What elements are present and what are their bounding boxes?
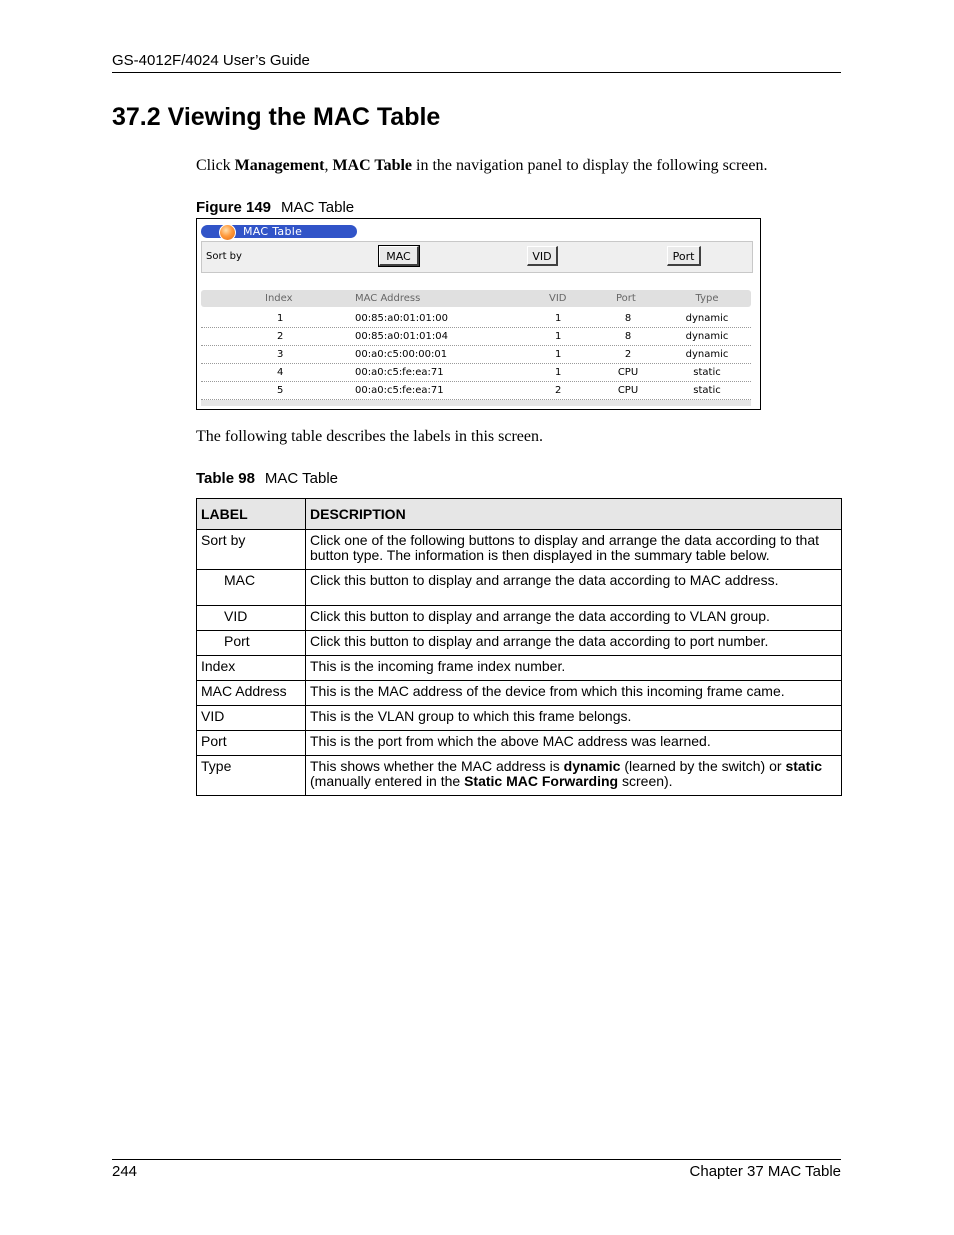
type-bold-static: static	[785, 758, 823, 774]
cell-vid: 1	[555, 313, 562, 324]
cell-vid: 2	[555, 385, 562, 396]
table-row	[197, 756, 842, 796]
row-label: Port	[197, 731, 306, 756]
cell-mac: 00:a0:c5:00:00:01	[355, 349, 448, 360]
cell-index: 5	[277, 385, 284, 396]
table-row	[201, 364, 751, 382]
column-port-header: Port	[616, 293, 636, 304]
table-row	[197, 631, 842, 656]
row-description	[306, 756, 842, 796]
table-row	[201, 382, 751, 400]
table-header-row	[197, 499, 842, 530]
row-label: MAC Address	[197, 681, 306, 706]
type-bold-dynamic: dynamic	[563, 758, 621, 774]
intro-bold-mac-table: MAC Table	[332, 157, 413, 174]
column-type-header: Type	[695, 293, 719, 304]
sort-by-label: Sort by	[206, 251, 242, 262]
cell-type: dynamic	[685, 331, 729, 342]
table-row	[197, 681, 842, 706]
row-label: VID	[197, 606, 306, 631]
figure-number: Figure 149	[196, 199, 272, 216]
table-row	[197, 606, 842, 631]
mac-table-footer-bar	[201, 400, 751, 406]
table-title: MAC Table	[264, 470, 339, 487]
table-row	[201, 346, 751, 364]
cell-mac: 00:a0:c5:fe:ea:71	[355, 385, 444, 396]
sort-mac-button[interactable]: MAC	[379, 246, 419, 266]
table-number: Table 98	[196, 470, 255, 487]
cell-vid: 1	[555, 331, 562, 342]
description-column-header: DESCRIPTION	[306, 499, 842, 530]
row-label: VID	[197, 706, 306, 731]
table-row	[197, 731, 842, 756]
table-row	[197, 706, 842, 731]
cell-type: dynamic	[685, 349, 729, 360]
cell-port: CPU	[617, 367, 639, 378]
cell-mac: 00:85:a0:01:01:04	[355, 331, 448, 342]
row-description: Click this button to display and arrange the data according to port number.	[306, 631, 842, 656]
intro-text-2: ,	[324, 157, 333, 174]
page-footer	[112, 1159, 841, 1180]
table-row	[197, 656, 842, 681]
row-description: Click this button to display and arrange the data according to MAC address.	[306, 570, 842, 606]
describes-paragraph: The following table describes the labels in this screen.	[196, 428, 544, 445]
row-description: This is the incoming frame index number.	[306, 656, 842, 681]
sort-vid-button[interactable]: VID	[527, 246, 558, 266]
cell-port: 2	[624, 349, 632, 360]
section-title: 37.2 Viewing the MAC Table	[112, 103, 441, 131]
cell-vid: 1	[555, 349, 562, 360]
type-bold-static-mac-forwarding: Static MAC Forwarding	[464, 773, 619, 789]
figure-caption	[196, 199, 354, 216]
intro-bold-management: Management	[234, 157, 325, 174]
type-text-2: (learned by the switch) or	[620, 758, 786, 774]
row-description: This is the MAC address of the device from which this incoming frame came.	[306, 681, 842, 706]
orange-ball-icon	[219, 224, 236, 241]
type-text-3: (manually entered in the	[310, 773, 465, 789]
cell-vid: 1	[555, 367, 562, 378]
figure-title: MAC Table	[281, 199, 355, 216]
table-row	[197, 530, 842, 570]
cell-type: static	[693, 385, 721, 396]
footer-chapter: Chapter 37 MAC Table	[689, 1163, 841, 1180]
screen-banner-title: MAC Table	[243, 225, 303, 238]
column-mac-header: MAC Address	[355, 293, 421, 304]
mac-table-header	[201, 290, 751, 307]
table-row	[197, 570, 842, 606]
cell-type: static	[693, 367, 721, 378]
intro-text-3: in the navigation panel to display the following screen.	[412, 157, 768, 174]
cell-type: dynamic	[685, 313, 729, 324]
page-number: 244	[112, 1163, 138, 1180]
mac-table-screenshot	[196, 218, 761, 410]
table-caption	[196, 470, 338, 487]
column-index-header: Index	[265, 293, 293, 304]
running-header	[112, 52, 841, 73]
row-label: MAC	[197, 570, 306, 606]
cell-index: 3	[277, 349, 284, 360]
row-label: Type	[197, 756, 306, 796]
cell-index: 1	[277, 313, 284, 324]
row-description: This is the port from which the above MAC address was learned.	[306, 731, 842, 756]
cell-index: 4	[277, 367, 284, 378]
row-description: Click one of the following buttons to display and arrange the data according to that button type. The information is then displayed in the summary table below.	[306, 530, 842, 570]
screen-banner	[201, 225, 357, 238]
row-label: Index	[197, 656, 306, 681]
label-column-header: LABEL	[197, 499, 306, 530]
label-description-table	[196, 498, 842, 796]
sort-port-button[interactable]: Port	[667, 246, 701, 266]
table-row	[201, 310, 751, 328]
row-label: Port	[197, 631, 306, 656]
cell-mac: 00:a0:c5:fe:ea:71	[355, 367, 444, 378]
row-description: Click this button to display and arrange the data according to VLAN group.	[306, 606, 842, 631]
cell-port: 8	[624, 313, 632, 324]
intro-paragraph	[196, 157, 767, 175]
cell-index: 2	[277, 331, 284, 342]
cell-mac: 00:85:a0:01:01:00	[355, 313, 448, 324]
sort-bar	[201, 241, 753, 273]
type-text-1: This shows whether the MAC address is	[310, 758, 564, 774]
cell-port: CPU	[617, 385, 639, 396]
type-text-4: screen).	[618, 773, 673, 789]
column-vid-header: VID	[549, 293, 567, 304]
table-row	[201, 328, 751, 346]
row-label: Sort by	[197, 530, 306, 570]
cell-port: 8	[624, 331, 632, 342]
intro-text-1: Click	[196, 157, 235, 174]
running-header-title: GS-4012F/4024 User’s Guide	[112, 52, 310, 69]
row-description: This is the VLAN group to which this frame belongs.	[306, 706, 842, 731]
